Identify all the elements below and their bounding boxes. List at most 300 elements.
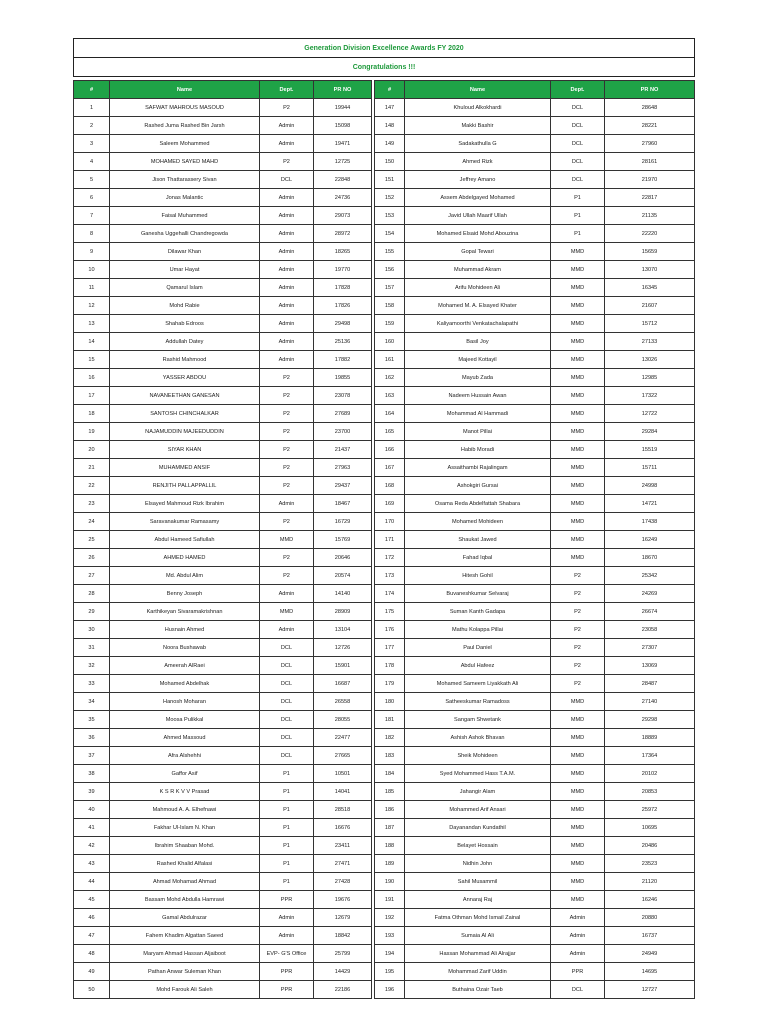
cell-prno: 27307 [605, 639, 695, 657]
cell-name: Abdul Hafeez [405, 657, 551, 675]
cell-number: 27 [74, 567, 110, 585]
cell-dept: MMD [551, 243, 605, 261]
cell-prno: 19770 [314, 261, 372, 279]
cell-dept: MMD [551, 459, 605, 477]
cell-number: 177 [375, 639, 405, 657]
cell-dept: MMD [551, 261, 605, 279]
cell-prno: 28487 [605, 675, 695, 693]
cell-dept: P1 [260, 819, 314, 837]
cell-prno: 10501 [314, 765, 372, 783]
cell-number: 185 [375, 783, 405, 801]
cell-name: Makki Bashir [405, 117, 551, 135]
cell-number: 42 [74, 837, 110, 855]
cell-number: 194 [375, 945, 405, 963]
cell-number: 3 [74, 135, 110, 153]
cell-name: Mohammad Al Hammadi [405, 405, 551, 423]
cell-prno: 21120 [605, 873, 695, 891]
cell-number: 17 [74, 387, 110, 405]
cell-number: 29 [74, 603, 110, 621]
table-row [375, 945, 695, 963]
table-row [375, 639, 695, 657]
cell-name: NAVANEETHAN GANESAN [110, 387, 260, 405]
cell-name: Mahmoud A. A. Elhefnawi [110, 801, 260, 819]
cell-number: 35 [74, 711, 110, 729]
cell-name: Hassan Mohammad Ali Alrajjar [405, 945, 551, 963]
cell-number: 10 [74, 261, 110, 279]
cell-prno: 12679 [314, 909, 372, 927]
cell-name: Ashish Ashok Bhavan [405, 729, 551, 747]
cell-dept: DCL [260, 729, 314, 747]
table-row [74, 567, 372, 585]
cell-prno: 29437 [314, 477, 372, 495]
cell-dept: MMD [551, 693, 605, 711]
cell-prno: 14695 [605, 963, 695, 981]
table-row [375, 801, 695, 819]
cell-prno: 17826 [314, 297, 372, 315]
cell-prno: 15901 [314, 657, 372, 675]
cell-number: 186 [375, 801, 405, 819]
cell-dept: Admin [260, 261, 314, 279]
col-header-prno: PR NO [314, 81, 372, 99]
cell-number: 7 [74, 207, 110, 225]
cell-name: Ibrahim Shaaban Mohd. [110, 837, 260, 855]
cell-name: RENJITH PALLAPPALLIL [110, 477, 260, 495]
cell-prno: 20880 [605, 909, 695, 927]
table-row [74, 459, 372, 477]
table-row [74, 639, 372, 657]
cell-name: Fahem Khadim Algattan Saeed [110, 927, 260, 945]
cell-number: 41 [74, 819, 110, 837]
cell-prno: 17322 [605, 387, 695, 405]
table-row [375, 657, 695, 675]
cell-number: 162 [375, 369, 405, 387]
cell-prno: 15098 [314, 117, 372, 135]
cell-number: 148 [375, 117, 405, 135]
cell-number: 24 [74, 513, 110, 531]
cell-prno: 22817 [605, 189, 695, 207]
cell-prno: 13069 [605, 657, 695, 675]
table-row [375, 459, 695, 477]
col-header-number: # [375, 81, 405, 99]
table-row [375, 873, 695, 891]
table-row [375, 783, 695, 801]
cell-name: Shaukat Jawed [405, 531, 551, 549]
cell-dept: DCL [260, 747, 314, 765]
cell-name: Dayanandan Kundathil [405, 819, 551, 837]
cell-prno: 17882 [314, 351, 372, 369]
cell-number: 167 [375, 459, 405, 477]
cell-name: Assem Abdelgayed Mohamed [405, 189, 551, 207]
cell-number: 164 [375, 405, 405, 423]
cell-dept: Admin [260, 909, 314, 927]
cell-prno: 22186 [314, 981, 372, 999]
cell-name: NAJAMUDDIN MAJEEDUDDIN [110, 423, 260, 441]
cell-prno: 25136 [314, 333, 372, 351]
cell-prno: 29073 [314, 207, 372, 225]
cell-dept: P2 [260, 153, 314, 171]
cell-name: Md. Abdul Alim [110, 567, 260, 585]
cell-number: 4 [74, 153, 110, 171]
cell-dept: P2 [260, 423, 314, 441]
cell-dept: P2 [260, 549, 314, 567]
awardees-table-left [73, 80, 372, 999]
cell-prno: 20853 [605, 783, 695, 801]
cell-number: 45 [74, 891, 110, 909]
cell-dept: P1 [260, 855, 314, 873]
cell-prno: 22220 [605, 225, 695, 243]
cell-prno: 14140 [314, 585, 372, 603]
cell-name: Afra Alshehhi [110, 747, 260, 765]
table-row [74, 387, 372, 405]
table-row [375, 333, 695, 351]
cell-dept: DCL [260, 171, 314, 189]
table-row [375, 747, 695, 765]
cell-name: Fakhar Ul-Islam N. Khan [110, 819, 260, 837]
cell-dept: P2 [260, 513, 314, 531]
cell-name: Ganesha Uggehalli Chandregowda [110, 225, 260, 243]
cell-number: 157 [375, 279, 405, 297]
cell-name: Saleem Mohammed [110, 135, 260, 153]
cell-dept: MMD [551, 477, 605, 495]
cell-number: 31 [74, 639, 110, 657]
cell-prno: 28161 [605, 153, 695, 171]
table-row [74, 207, 372, 225]
cell-number: 21 [74, 459, 110, 477]
cell-prno: 25799 [314, 945, 372, 963]
table-row [375, 99, 695, 117]
cell-prno: 29284 [605, 423, 695, 441]
table-row [375, 909, 695, 927]
cell-number: 36 [74, 729, 110, 747]
cell-prno: 18467 [314, 495, 372, 513]
cell-dept: Admin [260, 585, 314, 603]
cell-number: 33 [74, 675, 110, 693]
cell-dept: MMD [551, 279, 605, 297]
cell-dept: P1 [260, 801, 314, 819]
cell-dept: DCL [551, 99, 605, 117]
cell-name: Gamal Abdulrazar [110, 909, 260, 927]
cell-number: 178 [375, 657, 405, 675]
table-row [375, 711, 695, 729]
cell-name: Ashokgiri Gursai [405, 477, 551, 495]
cell-name: MUHAMMED ANSIF [110, 459, 260, 477]
cell-prno: 18670 [605, 549, 695, 567]
cell-name: Jahangir Alam [405, 783, 551, 801]
cell-prno: 25972 [605, 801, 695, 819]
cell-name: SIYAR KHAN [110, 441, 260, 459]
cell-name: Suman Kanth Gadapa [405, 603, 551, 621]
table-row [74, 495, 372, 513]
cell-name: Pathan Anwar Suleman Khan [110, 963, 260, 981]
cell-number: 9 [74, 243, 110, 261]
cell-number: 184 [375, 765, 405, 783]
cell-prno: 27428 [314, 873, 372, 891]
sheet-title: Generation Division Excellence Awards FY 2020 [73, 38, 695, 57]
cell-name: YASSER ABDOU [110, 369, 260, 387]
cell-dept: P2 [551, 639, 605, 657]
cell-number: 189 [375, 855, 405, 873]
cell-prno: 20102 [605, 765, 695, 783]
cell-prno: 27689 [314, 405, 372, 423]
cell-dept: Admin [260, 189, 314, 207]
cell-name: Gopal Tewari [405, 243, 551, 261]
cell-prno: 23700 [314, 423, 372, 441]
cell-name: Jison Thattarassery Sivan [110, 171, 260, 189]
table-row [74, 369, 372, 387]
cell-name: Benny Joseph [110, 585, 260, 603]
table-row [375, 441, 695, 459]
cell-number: 161 [375, 351, 405, 369]
table-row [375, 153, 695, 171]
cell-number: 43 [74, 855, 110, 873]
table-row [74, 711, 372, 729]
cell-prno: 18842 [314, 927, 372, 945]
cell-name: Umar Hayat [110, 261, 260, 279]
cell-name: Buthaina Ozair Taeb [405, 981, 551, 999]
cell-dept: P2 [260, 369, 314, 387]
cell-prno: 27471 [314, 855, 372, 873]
cell-prno: 16249 [605, 531, 695, 549]
cell-name: Javid Ullah Maarif Ullah [405, 207, 551, 225]
cell-dept: MMD [551, 873, 605, 891]
cell-prno: 14429 [314, 963, 372, 981]
cell-name: Abdul Hameed Safiullah [110, 531, 260, 549]
cell-name: Gaffor Asif [110, 765, 260, 783]
table-row [74, 315, 372, 333]
cell-number: 158 [375, 297, 405, 315]
col-header-prno: PR NO [605, 81, 695, 99]
cell-prno: 22848 [314, 171, 372, 189]
cell-dept: Admin [260, 315, 314, 333]
cell-number: 180 [375, 693, 405, 711]
table-row [74, 819, 372, 837]
cell-number: 44 [74, 873, 110, 891]
cell-number: 16 [74, 369, 110, 387]
table-row [375, 963, 695, 981]
cell-number: 37 [74, 747, 110, 765]
cell-number: 13 [74, 315, 110, 333]
cell-number: 170 [375, 513, 405, 531]
cell-prno: 12725 [314, 153, 372, 171]
cell-prno: 26674 [605, 603, 695, 621]
table-row [74, 747, 372, 765]
cell-name: Mohd Farouk Ali Saleh [110, 981, 260, 999]
cell-number: 30 [74, 621, 110, 639]
cell-name: Mohammad Zarif Uddin [405, 963, 551, 981]
cell-prno: 14721 [605, 495, 695, 513]
cell-dept: Admin [260, 297, 314, 315]
cell-dept: P2 [551, 621, 605, 639]
cell-dept: MMD [260, 531, 314, 549]
cell-number: 40 [74, 801, 110, 819]
cell-dept: MMD [551, 837, 605, 855]
cell-prno: 28648 [605, 99, 695, 117]
cell-name: Bassam Mohd Abdulla Hamrawi [110, 891, 260, 909]
cell-prno: 13070 [605, 261, 695, 279]
cell-name: Addullah Datey [110, 333, 260, 351]
table-row [74, 279, 372, 297]
col-header-number: # [74, 81, 110, 99]
table-row [375, 207, 695, 225]
cell-number: 160 [375, 333, 405, 351]
cell-prno: 20574 [314, 567, 372, 585]
table-row [375, 675, 695, 693]
cell-dept: MMD [551, 495, 605, 513]
table-row [375, 477, 695, 495]
table-row [375, 981, 695, 999]
cell-prno: 27140 [605, 693, 695, 711]
cell-number: 166 [375, 441, 405, 459]
cell-number: 159 [375, 315, 405, 333]
cell-dept: MMD [551, 531, 605, 549]
cell-name: Paul Daniel [405, 639, 551, 657]
cell-number: 192 [375, 909, 405, 927]
cell-name: Moosa Pulikkal [110, 711, 260, 729]
table-row [375, 855, 695, 873]
cell-name: Elsayed Mahmoud Rizk Ibrahim [110, 495, 260, 513]
cell-dept: MMD [551, 369, 605, 387]
table-row [74, 837, 372, 855]
cell-prno: 18265 [314, 243, 372, 261]
cell-number: 5 [74, 171, 110, 189]
cell-dept: Admin [551, 945, 605, 963]
table-row [74, 243, 372, 261]
cell-dept: P2 [260, 405, 314, 423]
table-row [375, 369, 695, 387]
table-row [74, 981, 372, 999]
cell-name: Hitesh Gohil [405, 567, 551, 585]
table-row [375, 405, 695, 423]
cell-prno: 19676 [314, 891, 372, 909]
cell-prno: 24269 [605, 585, 695, 603]
cell-number: 50 [74, 981, 110, 999]
cell-name: MOHAMED SAYED MAHD [110, 153, 260, 171]
cell-name: Faisal Muhammed [110, 207, 260, 225]
cell-dept: Admin [260, 279, 314, 297]
cell-dept: Admin [260, 927, 314, 945]
cell-number: 171 [375, 531, 405, 549]
table-row [74, 477, 372, 495]
col-header-dept: Dept. [551, 81, 605, 99]
cell-prno: 28972 [314, 225, 372, 243]
cell-dept: MMD [551, 747, 605, 765]
cell-number: 173 [375, 567, 405, 585]
table-row [74, 945, 372, 963]
cell-name: SAFWAT MAHROUS MASOUD [110, 99, 260, 117]
cell-name: Mohamed Sameem Liyakkath Ali [405, 675, 551, 693]
cell-prno: 16687 [314, 675, 372, 693]
cell-dept: DCL [260, 657, 314, 675]
cell-name: Majeed Kottayil [405, 351, 551, 369]
table-row [375, 297, 695, 315]
table-row [74, 405, 372, 423]
cell-number: 22 [74, 477, 110, 495]
table-row [375, 819, 695, 837]
cell-number: 1 [74, 99, 110, 117]
table-row [375, 693, 695, 711]
cell-dept: P2 [260, 477, 314, 495]
cell-prno: 22477 [314, 729, 372, 747]
cell-number: 6 [74, 189, 110, 207]
table-row [375, 531, 695, 549]
cell-dept: DCL [551, 171, 605, 189]
cell-dept: P1 [551, 189, 605, 207]
cell-dept: Admin [260, 207, 314, 225]
table-row [74, 423, 372, 441]
cell-dept: PPR [551, 963, 605, 981]
cell-dept: P2 [260, 567, 314, 585]
cell-dept: EVP- G'S Office [260, 945, 314, 963]
cell-name: Qamarul Islam [110, 279, 260, 297]
cell-prno: 20646 [314, 549, 372, 567]
cell-name: Fatma Othman Mohd Ismail Zainal [405, 909, 551, 927]
cell-prno: 10695 [605, 819, 695, 837]
cell-number: 26 [74, 549, 110, 567]
cell-prno: 27665 [314, 747, 372, 765]
table-row [375, 189, 695, 207]
cell-dept: Admin [260, 225, 314, 243]
table-row [74, 351, 372, 369]
cell-dept: MMD [551, 513, 605, 531]
cell-name: Kaliyamoorthi Venkatachalapathi [405, 315, 551, 333]
table-row [74, 927, 372, 945]
cell-dept: DCL [551, 153, 605, 171]
cell-number: 169 [375, 495, 405, 513]
cell-name: Rashid Mahmood [110, 351, 260, 369]
cell-dept: DCL [260, 639, 314, 657]
cell-number: 193 [375, 927, 405, 945]
cell-dept: P2 [260, 441, 314, 459]
col-header-dept: Dept. [260, 81, 314, 99]
cell-number: 172 [375, 549, 405, 567]
cell-dept: P2 [551, 603, 605, 621]
cell-name: Muhammad Akram [405, 261, 551, 279]
cell-prno: 24949 [605, 945, 695, 963]
table-row [74, 873, 372, 891]
cell-prno: 13104 [314, 621, 372, 639]
cell-number: 150 [375, 153, 405, 171]
cell-number: 14 [74, 333, 110, 351]
cell-name: Belayet Hossain [405, 837, 551, 855]
cell-dept: DCL [551, 135, 605, 153]
table-row [375, 603, 695, 621]
cell-prno: 16676 [314, 819, 372, 837]
cell-dept: DCL [551, 981, 605, 999]
table-row [74, 153, 372, 171]
cell-dept: DCL [260, 693, 314, 711]
cell-prno: 17438 [605, 513, 695, 531]
table-row [74, 225, 372, 243]
cell-dept: P2 [551, 657, 605, 675]
cell-name: Karthikeyan Sivaramakrishnan [110, 603, 260, 621]
cell-dept: DCL [260, 675, 314, 693]
table-row [74, 657, 372, 675]
cell-number: 23 [74, 495, 110, 513]
table-row [375, 567, 695, 585]
cell-prno: 25342 [605, 567, 695, 585]
cell-prno: 29298 [605, 711, 695, 729]
cell-dept: P2 [551, 675, 605, 693]
cell-dept: P1 [551, 225, 605, 243]
table-row [375, 729, 695, 747]
cell-number: 155 [375, 243, 405, 261]
tables-container [73, 80, 695, 999]
cell-dept: MMD [551, 729, 605, 747]
table-row [74, 189, 372, 207]
cell-prno: 21437 [314, 441, 372, 459]
cell-name: Nadeem Hussain Awan [405, 387, 551, 405]
table-row [74, 333, 372, 351]
